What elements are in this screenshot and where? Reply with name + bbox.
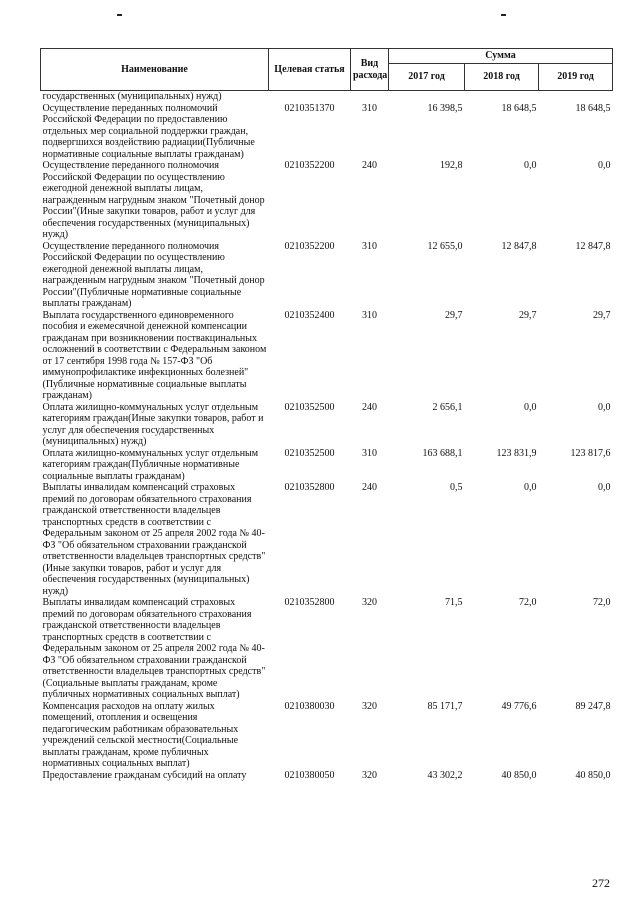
row-2018 — [465, 91, 539, 103]
row-2019 — [539, 91, 613, 103]
table-body — [41, 91, 613, 782]
top-mark-right — [501, 14, 506, 16]
row-vid: 320 — [362, 769, 377, 781]
row-2019: 12 847,8 — [575, 240, 611, 252]
row-2018: 0,0 — [524, 482, 537, 493]
table-row — [41, 91, 613, 103]
row-2017: 29,7 — [445, 309, 463, 321]
row-name: Оплата жилищно-коммунальных услуг отдельным категориям граждан(Публичные нормативные социальные выплаты гражданам) — [42, 447, 259, 482]
row-vid: 240 — [362, 401, 377, 413]
header-name: Наименование — [41, 49, 269, 91]
header-2017: 2017 год — [389, 64, 465, 91]
row-name: Оплата жилищно-коммунальных услуг отдельным категориям граждан(Иные закупки товаров, работ и услуг для обеспечения государственных (муниципальных) нужд) — [42, 401, 264, 447]
top-mark-left — [117, 14, 122, 16]
row-2019: 123 817,6 — [570, 447, 611, 459]
row-name: Предоставление гражданам субсидий на оплату — [42, 769, 247, 781]
header-vid: Вид расхода — [351, 49, 389, 91]
row-2017: 71,5 — [445, 597, 463, 608]
row-vid: 320 — [362, 597, 377, 608]
row-code: 0210352800 — [284, 482, 335, 493]
row-2017: 0,5 — [450, 482, 463, 493]
row-2018: 40 850,0 — [501, 769, 537, 781]
row-2018: 0,0 — [524, 401, 537, 413]
row-code: 0210352200 — [284, 160, 335, 171]
table-row — [41, 310, 613, 402]
row-vid: 320 — [362, 700, 377, 712]
row-2017: 43 302,2 — [427, 769, 463, 781]
table-row — [41, 160, 613, 241]
row-2017: 85 171,7 — [427, 700, 463, 712]
row-code — [269, 91, 351, 103]
row-2017: 12 655,0 — [427, 240, 463, 252]
row-2018: 12 847,8 — [501, 240, 537, 252]
row-vid: 240 — [362, 482, 377, 493]
table-row — [41, 770, 613, 782]
row-code: 0210352500 — [284, 447, 335, 459]
row-code: 0210380030 — [284, 700, 335, 712]
row-2019: 0,0 — [598, 160, 611, 171]
row-vid: 310 — [362, 240, 377, 252]
row-2019: 29,7 — [593, 309, 611, 321]
row-2019: 40 850,0 — [575, 769, 611, 781]
budget-table — [40, 48, 613, 781]
table-row — [41, 597, 613, 701]
header-2019: 2019 год — [539, 64, 613, 91]
row-code: 0210380050 — [284, 769, 335, 781]
table-row — [41, 241, 613, 310]
row-name: Выплата государственного единовременного пособия и ежемесячной денежной компенсации гражданам при возникновении поствакцинальных осложнений в соответствии с Федеральным законом от 17 сентября 1998 года № 157-ФЗ "Об иммунопрофилактике инфекционных болезней"(Публичные нормативные социальные выплаты гражданам) — [42, 309, 267, 401]
row-2017 — [389, 91, 465, 103]
row-name: Компенсация расходов на оплату жилых помещений, отопления и освещения педагогическим работникам образовательных учреждений сельской местности(Социальные выплаты гражданам, кроме публичных нормативных социальных выплат) — [42, 700, 239, 769]
row-2019: 72,0 — [593, 597, 611, 608]
row-vid: 240 — [362, 160, 377, 171]
table-row — [41, 701, 613, 770]
row-2017: 16 398,5 — [427, 102, 463, 114]
row-name: Осуществление переданных полномочий Российской Федерации по предоставлению отдельных мер социальной поддержки граждан, подвергшихся воздействию радиации(Публичные нормативные социальные выплаты гражданам) — [42, 102, 255, 160]
row-vid: 310 — [362, 102, 377, 114]
row-code: 0210351370 — [284, 102, 335, 114]
row-2018: 123 831,9 — [496, 447, 537, 459]
row-2018: 0,0 — [524, 160, 537, 171]
page-number: 272 — [592, 876, 610, 890]
row-2018: 49 776,6 — [501, 700, 537, 712]
table-row — [41, 482, 613, 597]
table-header — [41, 49, 613, 91]
row-2017: 192,8 — [440, 160, 463, 171]
row-2019: 89 247,8 — [575, 700, 611, 712]
row-vid — [351, 91, 389, 103]
header-2018: 2018 год — [465, 64, 539, 91]
row-2018: 29,7 — [519, 309, 537, 321]
row-2018: 72,0 — [519, 597, 537, 608]
row-vid: 310 — [362, 309, 377, 321]
row-code: 0210352200 — [284, 240, 335, 252]
row-2019: 0,0 — [598, 482, 611, 493]
row-code: 0210352400 — [284, 309, 335, 321]
row-2017: 2 656,1 — [432, 401, 463, 413]
row-vid: 310 — [362, 447, 377, 459]
table-row — [41, 402, 613, 448]
row-2019: 18 648,5 — [575, 102, 611, 114]
row-name: Осуществление переданного полномочия Российской Федерации по осуществлению ежегодной денежной выплаты лицам, награжденным нагрудным знаком "Почетный донор России"(Иные закупки товаров, работ и услуг для обеспечения государственных (муниципальных) нужд) — [42, 160, 265, 240]
row-name: Выплаты инвалидам компенсаций страховых премий по договорам обязательного страхования гражданской ответственности владельцев транспортных средств в соответствии с Федеральным законом от 25 апреля 2002 года № 40-ФЗ "Об обязательном страховании гражданской ответственности владельцев транспортных средств"(Иные закупки товаров, работ и услуг для обеспечения государственных (муниципальных) нужд) — [42, 482, 266, 597]
row-code: 0210352500 — [284, 401, 335, 413]
row-name: государственных (муниципальных) нужд) — [42, 91, 222, 102]
header-sum: Сумма — [389, 49, 613, 64]
row-2017: 163 688,1 — [422, 447, 463, 459]
row-code: 0210352800 — [284, 597, 335, 608]
table-row — [41, 103, 613, 161]
row-name: Выплаты инвалидам компенсаций страховых премий по договорам обязательного страхования гражданской ответственности владельцев транспортных средств в соответствии с Федеральным законом от 25 апреля 2002 года № 40-ФЗ "Об обязательном страховании гражданской ответственности владельцев транспортных средств"(Социальные выплаты гражданам, кроме публичных нормативных социальных выплат) — [42, 597, 266, 700]
row-2019: 0,0 — [598, 401, 611, 413]
row-name: Осуществление переданного полномочия Российской Федерации по осуществлению ежегодной денежной выплаты лицам, награжденным нагрудным знаком "Почетный донор России"(Публичные нормативные социальные выплаты гражданам) — [42, 240, 265, 309]
row-2018: 18 648,5 — [501, 102, 537, 114]
header-code: Целевая статья — [269, 49, 351, 91]
table-row — [41, 448, 613, 483]
